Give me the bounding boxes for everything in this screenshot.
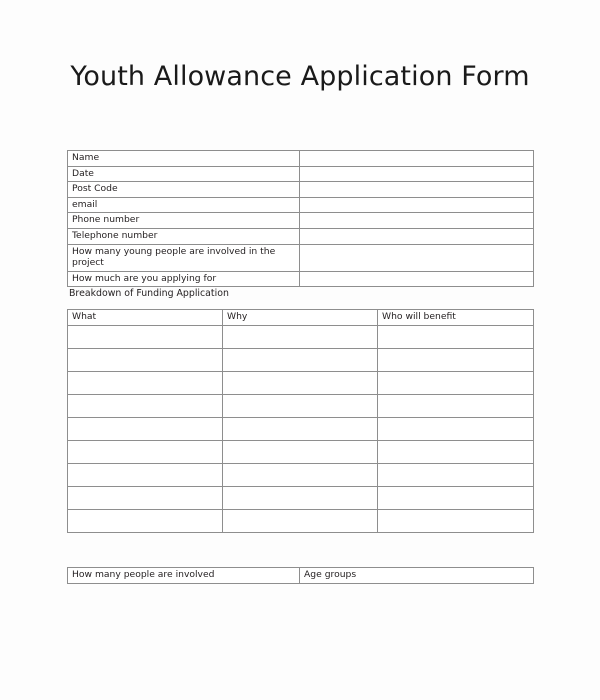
field-value-input[interactable] (300, 213, 534, 229)
breakdown-cell-input[interactable] (68, 395, 223, 418)
table-row (68, 418, 534, 441)
breakdown-cell-input[interactable] (223, 349, 378, 372)
table-row (68, 395, 534, 418)
field-label: How many young people are involved in the project (68, 244, 300, 271)
breakdown-cell-input[interactable] (378, 487, 534, 510)
table-row (68, 197, 534, 213)
page-title: Youth Allowance Application Form (70, 61, 530, 92)
breakdown-cell-input[interactable] (223, 510, 378, 533)
breakdown-cell-input[interactable] (378, 510, 534, 533)
field-label: Name (68, 151, 300, 167)
table-row (68, 182, 534, 198)
breakdown-cell-input[interactable] (68, 487, 223, 510)
table-row (68, 326, 534, 349)
applicant-details-table (67, 150, 534, 287)
breakdown-cell-input[interactable] (68, 372, 223, 395)
field-value-input[interactable] (300, 151, 534, 167)
breakdown-cell-input[interactable] (223, 395, 378, 418)
table-row (68, 487, 534, 510)
breakdown-cell-input[interactable] (378, 326, 534, 349)
breakdown-cell-input[interactable] (68, 510, 223, 533)
breakdown-cell-input[interactable] (68, 349, 223, 372)
breakdown-cell-input[interactable] (223, 487, 378, 510)
table-row (68, 349, 534, 372)
table-row (68, 244, 534, 271)
table-row (68, 568, 534, 584)
breakdown-cell-input[interactable] (378, 441, 534, 464)
field-label: email (68, 197, 300, 213)
table-row (68, 510, 534, 533)
breakdown-cell-input[interactable] (223, 441, 378, 464)
table-row (68, 151, 534, 167)
field-value-input[interactable] (300, 166, 534, 182)
breakdown-cell-input[interactable] (378, 349, 534, 372)
breakdown-cell-input[interactable] (68, 326, 223, 349)
field-value-input[interactable] (300, 228, 534, 244)
age-groups-label: Age groups (300, 568, 534, 584)
participants-body (68, 568, 534, 584)
field-label: Phone number (68, 213, 300, 229)
table-row (68, 464, 534, 487)
table-row (68, 441, 534, 464)
breakdown-cell-input[interactable] (378, 395, 534, 418)
field-value-input[interactable] (300, 182, 534, 198)
funding-breakdown-table (67, 309, 534, 533)
breakdown-cell-input[interactable] (378, 372, 534, 395)
breakdown-cell-input[interactable] (68, 418, 223, 441)
column-header: What (68, 310, 223, 326)
breakdown-cell-input[interactable] (378, 418, 534, 441)
field-value-input[interactable] (300, 271, 534, 287)
column-header: Why (223, 310, 378, 326)
table-row (68, 271, 534, 287)
table-row (68, 213, 534, 229)
breakdown-cell-input[interactable] (68, 441, 223, 464)
participants-table (67, 567, 534, 584)
funding-breakdown-body (68, 310, 534, 533)
field-label: Telephone number (68, 228, 300, 244)
breakdown-cell-input[interactable] (223, 326, 378, 349)
field-label: Post Code (68, 182, 300, 198)
table-row (68, 166, 534, 182)
breakdown-cell-input[interactable] (223, 464, 378, 487)
field-value-input[interactable] (300, 197, 534, 213)
table-header-row (68, 310, 534, 326)
applicant-details-body (68, 151, 534, 287)
field-label: Date (68, 166, 300, 182)
table-row (68, 372, 534, 395)
breakdown-cell-input[interactable] (378, 464, 534, 487)
field-value-input[interactable] (300, 244, 534, 271)
breakdown-cell-input[interactable] (223, 418, 378, 441)
breakdown-section-heading: Breakdown of Funding Application (69, 288, 229, 299)
breakdown-cell-input[interactable] (68, 464, 223, 487)
table-row (68, 228, 534, 244)
column-header: Who will benefit (378, 310, 534, 326)
participants-count-label: How many people are involved (68, 568, 300, 584)
breakdown-cell-input[interactable] (223, 372, 378, 395)
field-label: How much are you applying for (68, 271, 300, 287)
